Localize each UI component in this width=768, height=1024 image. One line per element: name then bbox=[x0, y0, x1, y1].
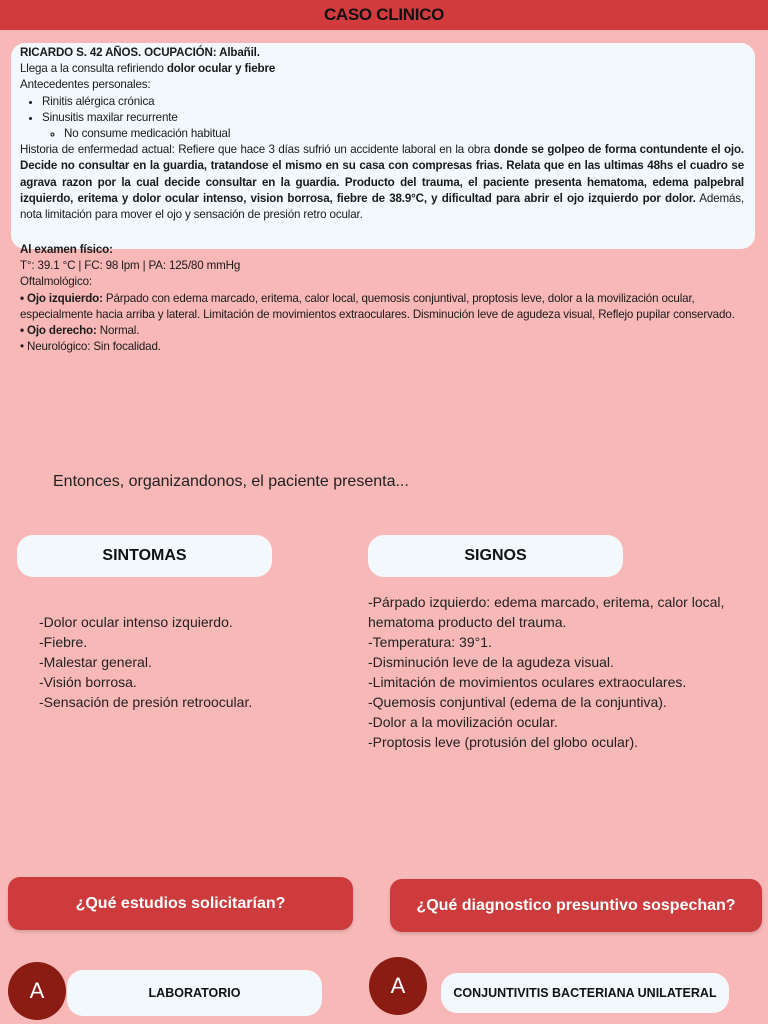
page-title: CASO CLINICO bbox=[323, 5, 445, 24]
antecedents-list bbox=[20, 94, 744, 143]
header-bar bbox=[0, 0, 768, 30]
list-item: -Disminución leve de la agudeza visual. bbox=[368, 654, 614, 670]
left-eye: • Ojo izquierdo: Párpado con edema marcado, eritema, calor local, quemosis conjuntival, proptosis leve, dolor a la movilización ocular, especialmente hacia arriba y lateral. Limitación de movimientos extraoculares. Disminución leve de agudeza visual, Reflejo pupilar conservado. bbox=[20, 291, 735, 321]
antecedents-label: Antecedentes personales: bbox=[20, 78, 151, 92]
list-item: -Sensación de presión retroocular. bbox=[39, 694, 253, 710]
diagnosis-question-button[interactable]: ¿Qué diagnostico presuntivo sospechan? bbox=[390, 879, 762, 932]
list-item: -Proptosis leve (protusión del globo ocular). bbox=[368, 734, 639, 750]
history-text: Historia de enfermedad actual: Refiere que hace 3 días sufrió un accidente laboral en la obra donde se golpeo de forma contundente el ojo. Decide no consultar en la guardia, tratandose el mismo en su casa con compresas frias. Relata que en las ultimas 48hs el cuadro se agrava razon por la cual decide consultar en la guardia. Producto del trauma, el paciente presenta hematoma, edema palpebral izquierdo, eritema y dolor ocular intenso, vision borrosa, fiebre de 38.9°C, y dificultad para abrir el ojo izquierdo por dolor. Además, nota limitación para mover el ojo y sensación de presión retro ocular. bbox=[20, 143, 745, 222]
neuro: • Neurológico: Sin focalidad. bbox=[20, 340, 161, 354]
list-item: • Sinusitis maxilar recurrente ◦ No consume medicación habitual bbox=[42, 110, 744, 142]
list-item: ◦ No consume medicación habitual bbox=[64, 126, 744, 142]
case-description bbox=[20, 45, 744, 223]
list-item: -Temperatura: 39°1. bbox=[368, 634, 492, 650]
list-item: -Fiebre. bbox=[39, 634, 88, 650]
list-item: • Rinitis alérgica crónica bbox=[42, 94, 744, 110]
sintomas-header: SINTOMAS bbox=[17, 535, 272, 577]
consult-reason: Llega a la consulta refiriendo dolor ocular y fiebre bbox=[20, 62, 276, 76]
list-item: -Malestar general. bbox=[39, 654, 152, 670]
patient-info: RICARDO S. 42 AÑOS. OCUPACIÓN: Albañil. bbox=[20, 46, 260, 59]
right-eye: • Ojo derecho: Normal. bbox=[20, 324, 140, 338]
list-item: -Visión borrosa. bbox=[39, 674, 137, 690]
studies-question-button[interactable]: ¿Qué estudios solicitarían? bbox=[8, 877, 353, 930]
list-item: -Párpado izquierdo: edema marcado, eritema, calor local, hematoma producto del trauma. bbox=[368, 594, 725, 630]
studies-answer[interactable]: LABORATORIO bbox=[67, 970, 322, 1016]
vitals: T°: 39.1 °C | FC: 98 lpm | PA: 125/80 mmHg bbox=[20, 259, 241, 273]
answer-letter-left[interactable]: A bbox=[8, 962, 66, 1020]
sintomas-list bbox=[39, 612, 339, 712]
signos-header: SIGNOS bbox=[368, 535, 623, 577]
ophtho-label: Oftalmológico: bbox=[20, 275, 93, 289]
diagnosis-answer[interactable]: CONJUNTIVITIS BACTERIANA UNILATERAL bbox=[441, 973, 729, 1013]
physical-exam bbox=[20, 242, 748, 355]
answer-letter-right[interactable]: A bbox=[369, 957, 427, 1015]
list-item: -Dolor a la movilización ocular. bbox=[368, 714, 558, 730]
intro-text: Entonces, organizandonos, el paciente presenta... bbox=[53, 473, 409, 490]
signos-list bbox=[368, 592, 766, 752]
exam-title: Al examen físico: bbox=[20, 243, 113, 256]
list-item: -Limitación de movimientos oculares extraoculares. bbox=[368, 674, 687, 690]
list-item: -Dolor ocular intenso izquierdo. bbox=[39, 614, 233, 630]
list-item: -Quemosis conjuntival (edema de la conjuntiva). bbox=[368, 694, 667, 710]
